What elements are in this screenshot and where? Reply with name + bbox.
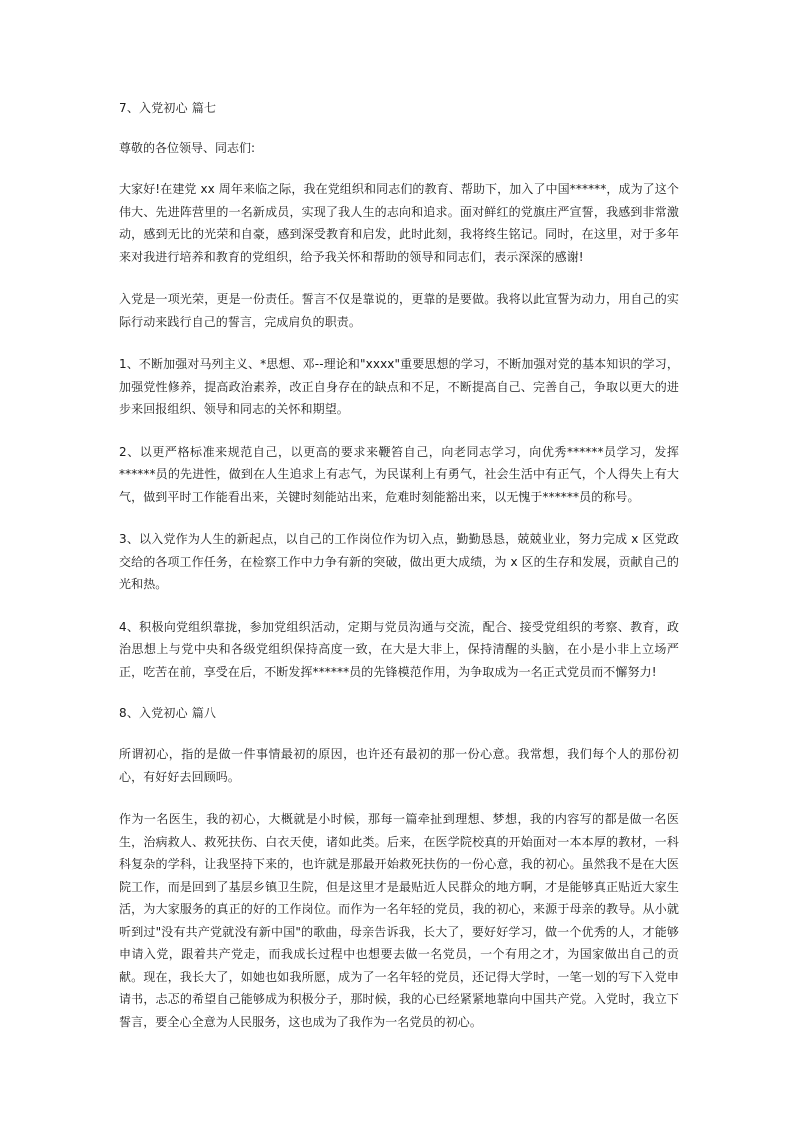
document-page bbox=[119, 98, 679, 1053]
paragraph-point-3: 3、以入党作为人生的新起点，以自己的工作岗位作为切入点，勤勤恳恳，兢兢业业，努力完成 x 区党政交给的各项工作任务，在检察工作中力争有新的突破，做出更大成绩，为 x 区的生存和发展，贡献自己的光和热。 bbox=[119, 532, 679, 591]
paragraph-point-4: 4、积极向党组织靠拢，参加党组织活动，定期与党员沟通与交流，配合、接受党组织的考察、教育，政治思想上与党中央和各级党组织保持高度一致，在大是大非上，保持清醒的头脑，在小是小非上立场严正，吃苦在前，享受在后，不断发挥******员的先锋模范作用，为争取成为一名正式党员而不懈努力! bbox=[119, 619, 679, 679]
section-7-heading: 7、入党初心 篇七 bbox=[119, 101, 217, 115]
paragraph-point-2: 2、以更严格标准来规范自己，以更高的要求来鞭笞自己，向老同志学习，向优秀******员学习，发挥******员的先进性，做到在人生追求上有志气，为民谋利上有勇气，社会生活中有正气，个人得失上有大气，做到平时工作能看出来，关键时刻能站出来，危难时刻能豁出来，以无愧于******员的称号。 bbox=[119, 444, 679, 504]
paragraph-responsibility: 入党是一项光荣，更是一份责任。誓言不仅是靠说的，更靠的是要做。我将以此宣誓为动力，用自己的实际行动来践行自己的誓言，完成肩负的职责。 bbox=[119, 292, 679, 329]
section-8-heading: 8、入党初心 篇八 bbox=[119, 706, 217, 720]
paragraph-intro: 所谓初心，指的是做一件事情最初的原因，也许还有最初的那一份心意。我常想，我们每个人的那份初心，有好好去回顾吗。 bbox=[119, 747, 679, 784]
salutation: 尊敬的各位领导、同志们: bbox=[119, 141, 256, 155]
paragraph-point-1: 1、不断加强对马列主义、*思想、邓--理论和"xxxx"重要思想的学习，不断加强对党的基本知识的学习，加强党性修养，提高政治素养，改正自身存在的缺点和不足，不断提高自己、完善自己，争取以更大的进步来回报组织、领导和同志的关怀和期望。 bbox=[119, 357, 679, 416]
paragraph-doctor-story: 作为一名医生，我的初心，大概就是小时候，那每一篇牵扯到理想、梦想，我的内容写的都是做一名医生，治病救人、救死扶伤、白衣天使，诸如此类。后来，在医学院校真的开始面对一本本厚的教材，一科科复杂的学科，让我坚持下来的，也许就是那最开始救死扶伤的一份心意，我的初心。虽然我不是在大医院工作，而是回到了基层乡镇卫生院，但是这里才是最贴近人民群众的地方啊，才是能够真正贴近大家生活，为大家服务的真正的好的工作岗位。而作为一名年轻的党员，我的初心，来源于母亲的教导。从小就听到过"没有共产党就没有新中国"的歌曲，母亲告诉我，长大了，要好好学习，做一个优秀的人，才能够申请入党，跟着共产党走，而我成长过程中也想要去做一名党员，一个有用之才，为国家做出自己的贡献。现在，我长大了，如她也如我所愿，成为了一名年轻的党员，还记得大学时，一笔一划的写下入党申请书，忐忑的希望自己能够成为积极分子，那时候，我的心已经紧紧地靠向中国共产党。入党时，我立下誓言，要全心全意为人民服务，这也成为了我作为一名党员的初心。 bbox=[119, 812, 679, 1029]
paragraph-greeting: 大家好!在建党 xx 周年来临之际，我在党组织和同志们的教育、帮助下，加入了中国******，成为了这个伟大、先进阵营里的一名新成员，实现了我人生的志向和追求。面对鲜红的党旗庄严宣誓，我感到非常激动，感到无比的光荣和自豪，感到深受教育和启发，此时此刻，我将终生铭记。同时，在这里，对于多年来对我进行培养和教育的党组织，给予我关怀和帮助的领导和同志们，表示深深的感谢! bbox=[119, 182, 679, 264]
